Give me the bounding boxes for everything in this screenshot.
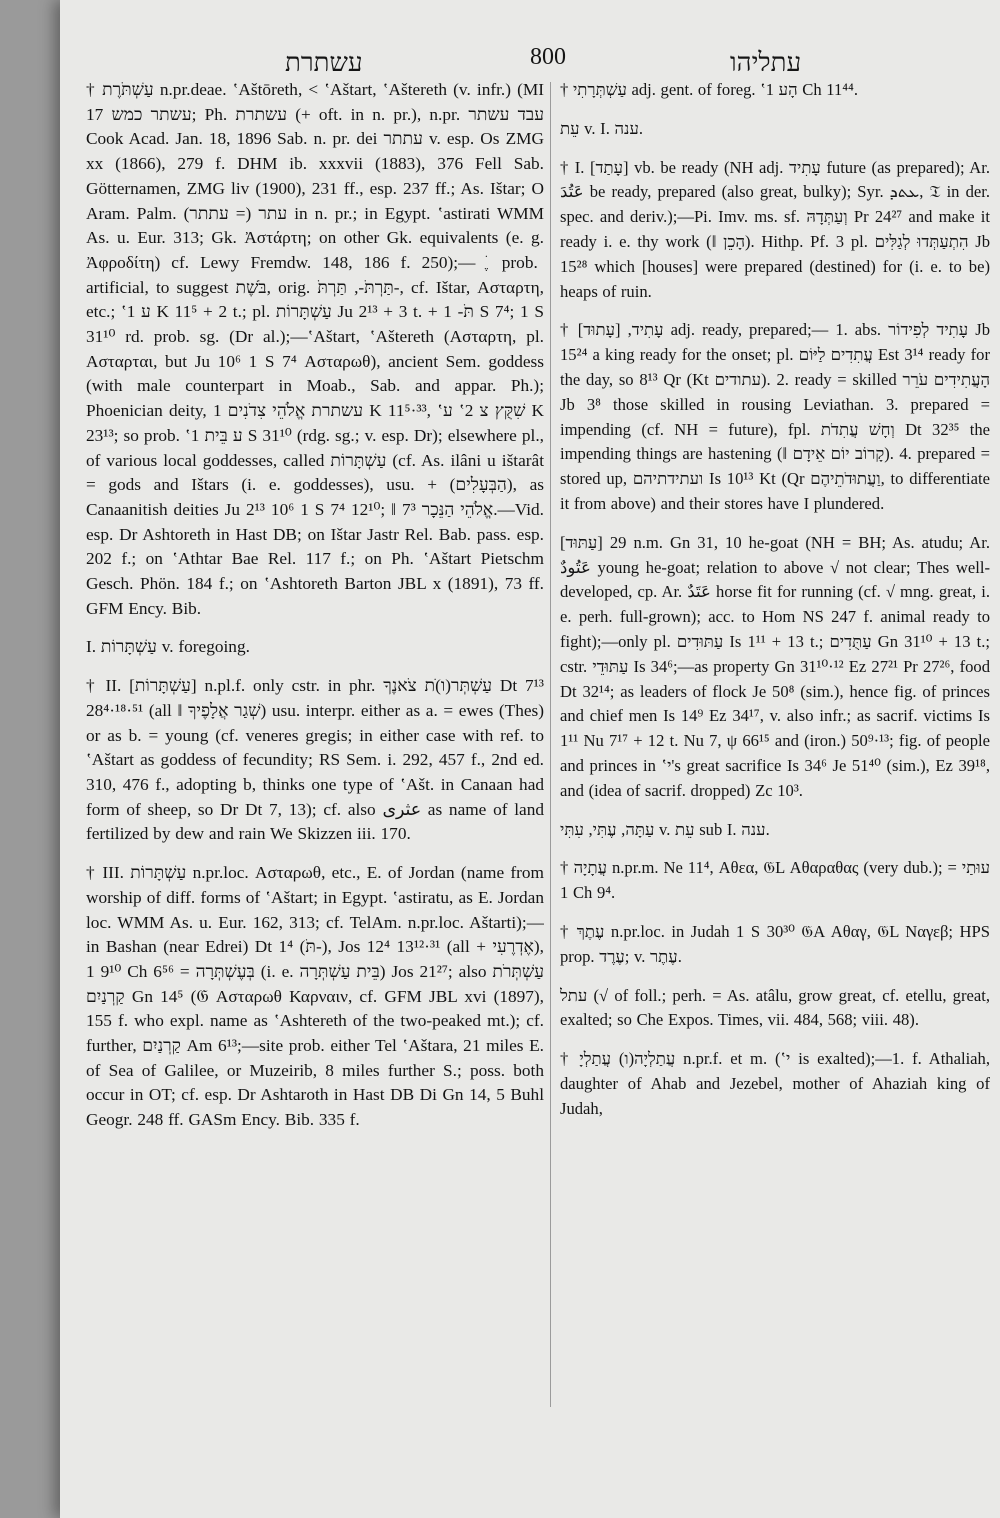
right-running-head: עתליהו: [730, 48, 802, 77]
entry-atad-verb: † I. [עָתַד] vb. be ready (NH adj. עָתִיד future (as prepared); Ar. عَتُدَ be ready, prepared (also great, bulky); Syr. ܥܬܕ, 𝔗 in der. spec. and deriv.);—Pi. Imv. ms. sf. וְעַתְּדָהּ Pr 24²⁷ and make it ready i. e. thy work (‖ הָכֵן). Hithp. Pf. 3 pl. הִתְעַתְּדוּ לְגַלִּים Jb 15²⁸ which [houses] were prepared (destined) for (i. e. to be) heaps of ruin.: [560, 157, 990, 301]
entry-attud: [עַתּוּד] 29 n.m. Gn 31, 10 he-goat (NH = BH; As. atudu; Ar. عَتُودٌ young he-goat; relation to above √ not clear; Thes well-developed, cp. Ar. عَتَدٌ horse fit for running (cf. √ mng. great, i. e. perh. full-grown); acc. to Hom NS 247 f. animal ready to fight);—only pl. עַתּוּדִים Is 1¹¹ + 13 t.; עַתֻּדִים Gn 31¹⁰ + 13 t.; cstr. עַתּוּדֵי Is 34⁶;—as property Gn 31¹⁰·¹² Ez 27²¹ Pr 27²⁶, food Dt 32¹⁴; as leaders of flock Je 50⁸ (sim.), hence fig. of princes and chief men Is 14⁹ Ez 34¹⁷, v. also infr.; as sacrif. victims Is 1¹¹ Nu 7¹⁷ + 12 t. Nu 7, ψ 66¹⁵ and (iron.) 50⁹·¹³; fig. of people and princes in ʽי's great sacrifice Is 34⁶ Je 51⁴⁰ (sim.), Ez 39¹⁸, and (idea of sacrif. dropped) Zc 10³.: [560, 532, 990, 800]
entry-ashtaroth-ii: † II. [עַשְׁתָּרוֹת] n.pl.f. only cstr. in phr. עַשְׁתְּר(ו)ֹת צֹאנֶךָ Dt 7¹³ 28⁴·¹⁸·⁵¹ (all ‖ שְׁגַר אֲלָפֶיךָ) usu. interpr. either as a. = ewes (Thes) or as b. = young (cf. veneres gregis; in either case with ref. to ʽAštart as goddess of fecundity; RS Sem. i. 292, 457 f., 2nd ed. 310, 476 f., adopting b, thinks one type of ʽAšt. in Canaan had form of sheep, so Dr Dt 7, 13); cf. also عثرى as name of land fertilized by dew and rain We Skizzen iii. 170.: [86, 676, 544, 844]
entry-ashtaroth-iii: † III. עַשְׁתָּרוֹת n.pr.loc. Ασταρωθ, etc., E. of Jordan (name from worship of diff. forms of ʽAštart; in Egypt. ʽastiratu, as E. Jordan loc. WMM As. u. Eur. 162, 313; cf. TelAm. n.pr.loc. Aštarti);—in Bashan (near Edrei) Dt 1⁴ (תֹּ-), Jos 12⁴ 13¹²·³¹ (all + אֶדְרֶעִי), 9¹⁰ 1 Ch 6⁵⁶ = בְּעֶשְׁתְּרָה (i. e. בֵּית עַשְׁתְּרָה) Jos 21²⁷; also עַשְׁתְּרֹת קַרְנַיִם Gn 14⁵ (𝔊 Ασταρωθ Καρναιν, cf. GFM JBL xvi (1897), 155 f. who expl. name as ʽAshtereth of the two-peaked mt.); cf. further, קַרְנַיִם Am 6¹³;—site prob. either Tel ʽAštara, 21 miles E. of Sea of Galilee, or Muzeirib, 8 miles further S.; poss. both occur in OT; cf. esp. Dr Ashtaroth in Hast DB Di Gn 14, 5 Buhl Geogr. 248 ff. GASm Ency. Bib. 335 f.: [86, 863, 544, 1130]
entry-ashtaroth-i: I. עַשְׁתָּרוֹת v. foregoing.: [86, 637, 250, 657]
entry-atid: † עָתִיד, [עָתוּד] adj. ready, prepared;— 1. abs. עָתִיד לְפִידוֹר Jb 15²⁴ a king ready for the onset; pl. עֲתִדִים לַיּוֹם Est 3¹⁴ ready for the day, so 8¹³ Qr (Kt עתודים). 2. ready = skilled הָעֲתִידִים עֹרֵר Jb 3⁸ those skilled in rousing Leviathan. 3. prepared = impending (cf. NH = future), fpl. וְחָשׁ עֲתִדֹת Dt 32³⁵ the impending things are hastening (‖ קָרוֹב יוֹם אֵידָם). 4. prepared = stored up, ועתידתיהם Is 10¹³ Kt (Qr וַעֲתוּדֹתֵיהֶם, to differentiate it from above) and their stores have I plundered.: [560, 320, 990, 513]
entry-athaiah: † עֲתָיָה n.pr.m. Ne 11⁴, Αθεα, 𝔊L Αθαραθας (very dub.); = עוּתַי 1 Ch 9⁴.: [560, 858, 990, 903]
entry-ashtoreth: † עַשְׁתֹּרֶת n.pr.deae. ʽAštōreth, < ʽAštart, ʽAštereth (v. infr.) (MI 17 עשתר כמש; Ph. עשתרת (+ oft. in n. pr.), n.pr. עבד עשתר Cook Acad. Jan. 18, 1896 Sab. n. pr. dei עתתר v. esp. Os ZMG xx (1866), 279 f. DHM ib. xxxvii (1883), 376 Fell Sab. Götternamen, ZMG liv (1900), 231 ff., esp. 237 ff.; As. Ištar; O Aram. Palm. עתר (= עתתר) in n. pr.; in Egypt. ʽastirati WMM As. u. Eur. 313; Gk. Ἀστάρτη; on other Gk. equivalents (e. g. Ἀφροδίτη) cf. Lewy Fremdw. 148, 186 f. 250);— ֹ ֶ prob. artificial, to suggest בֹּשֶׁת, orig. תַּרְתֹּ-, תַּרְתֹּ-, cf. Ištar, Ασταρτη, etc.; ʽע 1 K 11⁵ + 2 t.; pl. עַשְׁתָּרוֹת Ju 2¹³ + 3 t. + תֹּ- 1 S 7⁴; 1 S 31¹⁰ rd. prob. sg. (Dr al.);—ʽAštart, ʽAštereth (Ασταρτη, pl. Ασταρται, but Ju 10⁶ 1 S 7⁴ Ασταρωθ), ancient Sem. goddess (with male counterpart in Moab., Sab. and appar. Ph.); Phoenician deity, עשתרת אֱלֹהֵי צִדֹנִים 1 K 11⁵·³³, ʽע ʽשִׁקֻּץ צ 2 K 23¹³; so prob. ʽע בֵּית 1 S 31¹⁰ (rdg. sg.; v. esp. Dr); elsewhere pl., of various local goddesses, called עַשְׁתָּרוֹת (cf. As. ilâni u ištarât = gods and Ištars (i. e. goddesses), usu. + (הַבְּעָלִים), as Canaanitish deities Ju 2¹³ 10⁶ 1 S 7⁴ 12¹⁰; ‖ אֱלֹהֵי הַנֵּכָר 7³.—Vid. esp. Dr Ashtoreth in Hast DB; on Ištar Jastr Rel. Bab. pass. esp. 202 f.; on ʽAthtar Bae Rel. 117 f.; on Ph. ʽAštart Pietschm Gesch. Phön. 184 f.; on ʽAshtoreth Barton JBL x (1891), 73 ff. GFM Ency. Bib.: [86, 80, 544, 618]
left-column: [86, 78, 544, 1518]
right-column: [560, 78, 990, 1518]
entry-attah: עַתָּה, עֶתִּי, עִתִּי v. עֵת sub I. ענה.: [560, 819, 770, 839]
left-running-head: עשתרת: [285, 48, 363, 77]
page-number: 800: [530, 44, 566, 70]
dictionary-page: [60, 0, 1000, 1518]
entry-et: עֵת v. I. ענה.: [560, 118, 644, 138]
entry-athaliah: † עֲתַלְיָה(ו) עֲתַלְיָ n.pr.f. et m. (ʽי is exalted);—1. f. Athaliah, daughter of Ahab and Jezebel, mother of Ahaziah king of Judah,: [560, 1049, 990, 1118]
entry-ashterathite: † עַשְׁתְּרָתִי adj. gent. of foreg. ʽהָע 1 Ch 11⁴⁴.: [560, 80, 858, 99]
column-divider: [550, 82, 551, 1407]
entry-ethek: † עֶתֶךְ n.pr.loc. in Judah 1 S 30³⁰ 𝔊A Αθαγ, 𝔊L Ναγεβ; HPS prop. עֶרֶד; v. עֶתֶר.: [560, 921, 990, 966]
entry-atal-root: עתל (√ of foll.; perh. = As. atâlu, grow great, cf. etellu, great, exalted; so Che Expos. Times, vii. 484, 568; viii. 48).: [560, 985, 990, 1030]
